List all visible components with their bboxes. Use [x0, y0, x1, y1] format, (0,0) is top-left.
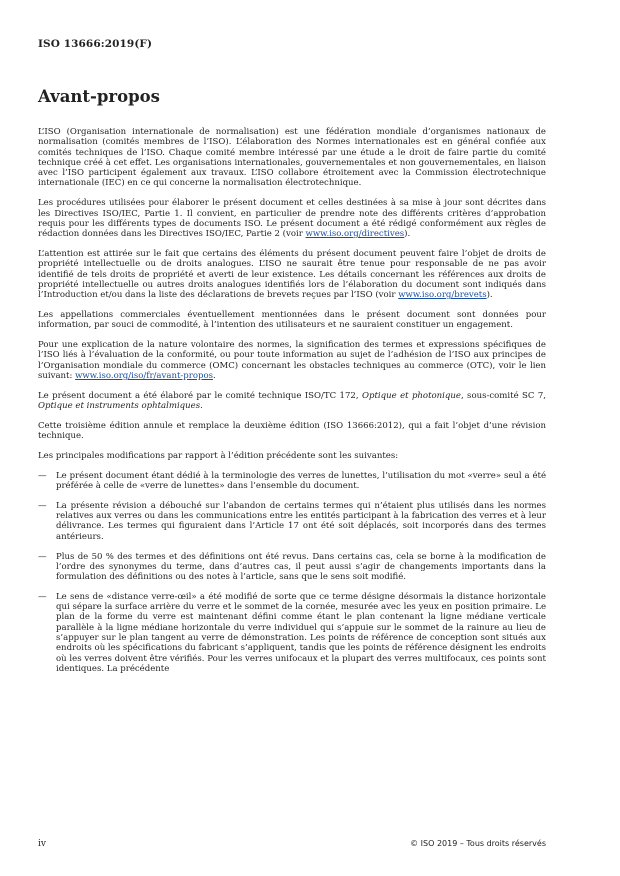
paragraph-edition: Cette troisième édition annule et remplace la deuxième édition (ISO 13666:2012), qui a fait l’objet d’une révision technique. [38, 420, 546, 442]
paragraph-patents: L’attention est attirée sur le fait que certains des éléments du présent document peuvent faire l’objet de droits de propriété intellectuelle ou de droits analogues. L’ISO ne saurait être tenue pour responsable de ne pas avoir identifié de tels droits de propriété et averti de leur existence. Les détails concernant les références aux droits de propriété intellectuelle ou autres droits analogues identifiés lors de l’élaboration du document sont indiqués dans l’Introduction et/ou dans la liste des déclarations de brevets reçues par l’ISO (voir www.iso.org/brevets). [38, 248, 546, 301]
list-item: — Le présent document étant dédié à la terminologie des verres de lunettes, l’utilisation du mot «verre» seul a été préférée à celle de «verre de lunettes» dans l’ensemble du document. [38, 470, 546, 492]
page-title: Avant-propos [38, 87, 160, 106]
paragraph-procedures: Les procédures utilisées pour élaborer le présent document et celles destinées à sa mise à jour sont décrites dans les Directives ISO/IEC, Partie 1. Il convient, en particulier de prendre note des différents critères d’approbation requis pour les différents types de documents ISO. Le présent document a été rédigé conformément aux règles de rédaction données dans les Directives ISO/IEC, Partie 2 (voir www.iso.org/directives). [38, 198, 546, 240]
paragraph-changes-intro: Les principales modifications par rapport à l’édition précédente sont les suivantes: [38, 450, 399, 461]
document-body [38, 127, 546, 684]
paragraph-iso-intro: L’ISO (Organisation internationale de normalisation) est une fédération mondiale d’organismes nationaux de normalisation (comités membres de l’ISO). L’élaboration des Normes internationales est en général confiée aux comités techniques de l’ISO. Chaque comité membre intéressé par une étude a le droit de faire partie du comité technique créé à cet effet. Les organisations internationales, gouvernementales et non gouvernementales, en liaison avec l’ISO participent également aux travaux. L’ISO collabore étroitement avec la Commission électrotechnique internationale (IEC) en ce qui concerne la normalisation électrotechnique. [38, 127, 546, 189]
document-id-header: ISO 13666:2019(F) [38, 38, 153, 50]
list-item: — Plus de 50 % des termes et des définitions ont été revus. Dans certains cas, cela se borne à la modification de l’ordre des synonymes du terme, dans d’autres cas, il peut aussi s’agir de changements importants dans la formulation des définitions ou des notes à l’article, sans que le sens soit modifié. [38, 551, 546, 583]
paragraph-trade-names: Les appellations commerciales éventuellement mentionnées dans le présent document sont données pour information, par souci de commodité, à l’intention des utilisateurs et ne sauraient constituer un engagement. [38, 309, 546, 331]
paragraph-committee: Le présent document a été élaboré par le comité technique ISO/TC 172, Optique et photonique, sous-comité SC 7, Optique et instruments ophtalmiques. [38, 390, 546, 412]
list-item: — Le sens de «distance verre-œil» a été modifié de sorte que ce terme désigne désormais la distance horizontale qui sépare la surface arrière du verre et le sommet de la cornée, mesurée avec les yeux en position primaire. Le plan de la forme du verre est maintenant défini comme étant le plan contenant la ligne médiane verticale parallèle à la ligne médiane horizontale du verre individuel qui s’appuie sur le sommet de la rainure au lieu de s’appuyer sur le plan tangent au verre de démonstration. Les points de référence de conception sont situés aux endroits où les spécifications du fabricant s’appliquent, tandis que les points de référence désignent les endroits où les verres doivent être vérifiés. Pour les verres unifocaux et la plupart des verres multifocaux, ces points sont identiques. La précédente [38, 591, 546, 674]
paragraph-voluntary-nature: Pour une explication de la nature volontaire des normes, la signification des termes et expressions spécifiques de l’ISO liés à l’évaluation de la conformité, ou pour toute information au sujet de l’adhésion de l’ISO aux principes de l’Organisation mondiale du commerce (OMC) concernant les obstacles techniques au commerce (OTC), voir le lien suivant: www.iso.org/iso/fr/avant-propos. [38, 340, 546, 381]
link-brevets[interactable]: www.iso.org/brevets [398, 290, 487, 301]
copyright-notice: © ISO 2019 – Tous droits réservés [410, 839, 546, 848]
list-item: — La présente révision a débouché sur l’abandon de certains termes qui n’étaient plus utilisés dans les normes relatives aux verres ou dans les communications entre les entités participant à la fabrication des verres et à leur délivrance. Les termes qui figuraient dans l’Article 17 ont été soit déplacés, soit incorporés dans des termes antérieurs. [38, 500, 546, 542]
page-number: iv [38, 839, 46, 849]
link-directives[interactable]: www.iso.org/directives [305, 229, 405, 240]
link-avant-propos[interactable]: www.iso.org/iso/fr/avant-propos [75, 370, 213, 381]
